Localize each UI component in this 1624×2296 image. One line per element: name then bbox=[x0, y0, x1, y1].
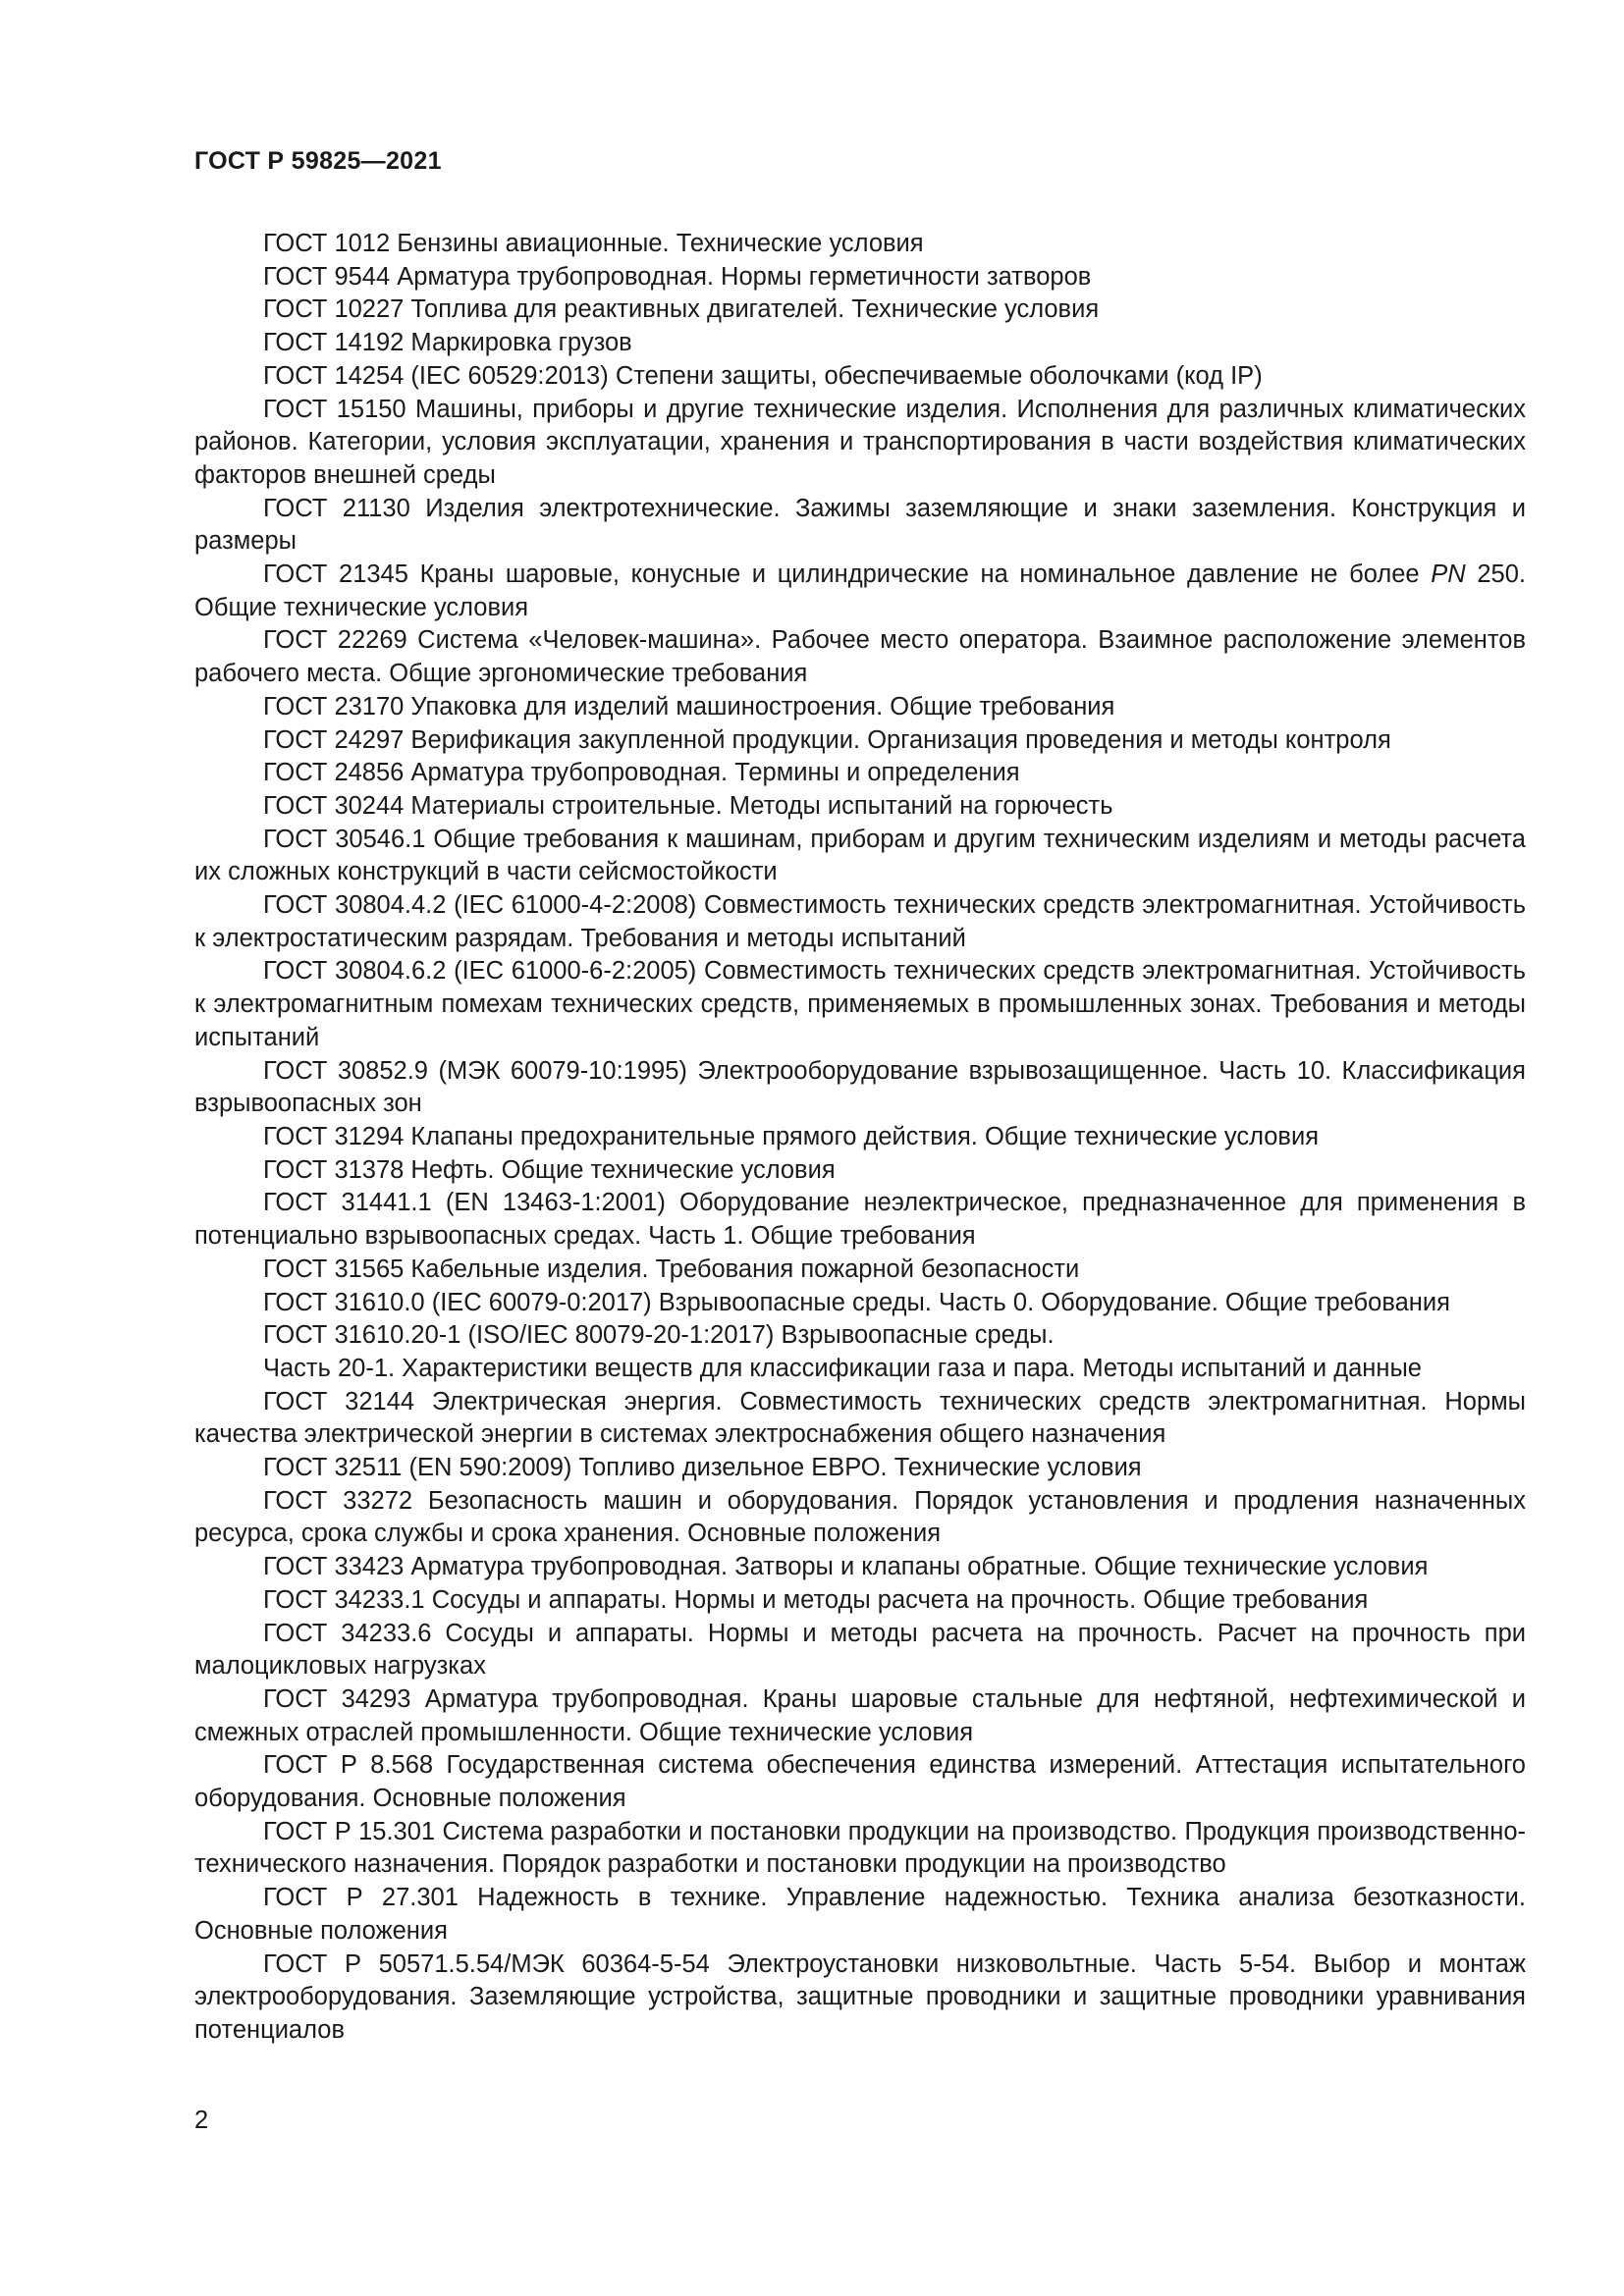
reference-item: ГОСТ 22269 Система «Человек-машина». Рабочее место оператора. Взаимное расположение элементов рабочего места. Общие эргономические требования bbox=[194, 626, 1526, 688]
reference-item: ГОСТ Р 8.568 Государственная система обеспечения единства измерений. Аттестация испытательного оборудования. Основные положения bbox=[194, 1751, 1526, 1813]
reference-text: ГОСТ 21345 Краны шаровые, конусные и цилиндрические на номинальное давление не более bbox=[263, 561, 1420, 589]
reference-item: ГОСТ Р 15.301 Система разработки и постановки продукции на производство. Продукция производственно-технического назначения. Порядок разработки и постановки продукции на производство bbox=[194, 1817, 1526, 1879]
reference-item: ГОСТ 33423 Арматура трубопроводная. Затворы и клапаны обратные. Общие технические условия bbox=[263, 1553, 1429, 1581]
reference-item: ГОСТ 21130 Изделия электротехнические. Зажимы заземляющие и знаки заземления. Конструкция и размеры bbox=[194, 494, 1526, 556]
reference-item: ГОСТ 30244 Материалы строительные. Методы испытаний на горючесть bbox=[263, 791, 1113, 820]
reference-item: ГОСТ 34233.1 Сосуды и аппараты. Нормы и методы расчета на прочность. Общие требования bbox=[263, 1585, 1369, 1614]
reference-item: ГОСТ 9544 Арматура трубопроводная. Нормы герметичности затворов bbox=[263, 262, 1092, 291]
reference-item: ГОСТ 23170 Упаковка для изделий машиностроения. Общие требования bbox=[263, 692, 1115, 721]
reference-item: ГОСТ 31610.20-1 (ISO/IEC 80079-20-1:2017) Взрывоопасные среды. bbox=[263, 1321, 1055, 1350]
reference-item: ГОСТ 31294 Клапаны предохранительные прямого действия. Общие технические условия bbox=[263, 1122, 1320, 1150]
reference-item: ГОСТ 1012 Бензины авиационные. Технические условия bbox=[263, 230, 924, 257]
reference-item: ГОСТ 30804.6.2 (IEC 61000-6-2:2005) Совместимость технических средств электромагнитная. Устойчивость к электромагнитным помехам технических средств, применяемых в промышленных зонах. Требования и методы испытаний bbox=[194, 957, 1526, 1051]
reference-text-tail: 250. Общие технические условия bbox=[194, 561, 1526, 621]
pressure-designation: PN bbox=[1431, 561, 1466, 589]
reference-item: ГОСТ 31610.0 (IEC 60079-0:2017) Взрывоопасные среды. Часть 0. Оборудование. Общие требования bbox=[263, 1288, 1450, 1316]
reference-item: ГОСТ 30852.9 (МЭК 60079-10:1995) Электрооборудование взрывозащищенное. Часть 10. Классификация взрывоопасных зон bbox=[194, 1056, 1526, 1118]
page-number: 2 bbox=[194, 2107, 209, 2134]
reference-item: ГОСТ 14192 Маркировка грузов bbox=[263, 329, 632, 357]
normative-references-list bbox=[194, 228, 1526, 2048]
reference-item: ГОСТ 34233.6 Сосуды и аппараты. Нормы и методы расчета на прочность. Расчет на прочность при малоцикловых нагрузках bbox=[194, 1619, 1526, 1681]
reference-item: ГОСТ 32511 (EN 590:2009) Топливо дизельное ЕВРО. Технические условия bbox=[263, 1454, 1142, 1482]
reference-item: ГОСТ 31378 Нефть. Общие технические условия bbox=[263, 1155, 836, 1184]
reference-item: Часть 20-1. Характеристики веществ для классификации газа и пара. Методы испытаний и данные bbox=[263, 1354, 1422, 1382]
reference-item: ГОСТ 31565 Кабельные изделия. Требования пожарной безопасности bbox=[263, 1255, 1080, 1283]
reference-item: ГОСТ 24297 Верификация закупленной продукции. Организация проведения и методы контроля bbox=[263, 725, 1391, 754]
document-header: ГОСТ Р 59825—2021 bbox=[194, 147, 442, 175]
reference-item: ГОСТ 30546.1 Общие требования к машинам, приборам и другим техническим изделиям и методы расчета их сложных конструкций в части сейсмостойкости bbox=[194, 825, 1526, 886]
reference-item: ГОСТ Р 27.301 Надежность в технике. Управление надежностью. Техника анализа безотказности. Основные положения bbox=[194, 1884, 1526, 1945]
reference-item: ГОСТ 10227 Топлива для реактивных двигателей. Технические условия bbox=[263, 295, 1100, 324]
reference-item: ГОСТ 14254 (IEC 60529:2013) Степени защиты, обеспечиваемые оболочками (код IP) bbox=[263, 361, 1263, 390]
reference-item bbox=[194, 559, 1526, 624]
reference-item: ГОСТ 30804.4.2 (IEC 61000-4-2:2008) Совместимость технических средств электромагнитная. Устойчивость к электростатическим разрядам. Требования и методы испытаний bbox=[194, 891, 1526, 952]
reference-item: ГОСТ 33272 Безопасность машин и оборудования. Порядок установления и продления назначенных ресурса, срока службы и срока хранения. Основные положения bbox=[194, 1486, 1526, 1548]
reference-item: ГОСТ 24856 Арматура трубопроводная. Термины и определения bbox=[263, 759, 1020, 787]
reference-item: ГОСТ 15150 Машины, приборы и другие технические изделия. Исполнения для различных климатических районов. Категории, условия эксплуатации, хранения и транспортирования в части воздействия климатических факторов внешней среды bbox=[194, 395, 1526, 489]
reference-item: ГОСТ 34293 Арматура трубопроводная. Краны шаровые стальные для нефтяной, нефтехимической и смежных отраслей промышленности. Общие технические условия bbox=[194, 1684, 1526, 1746]
reference-item: ГОСТ 31441.1 (EN 13463-1:2001) Оборудование неэлектрическое, предназначенное для применения в потенциально взрывоопасных средах. Часть 1. Общие требования bbox=[194, 1189, 1526, 1251]
reference-item: ГОСТ Р 50571.5.54/МЭК 60364-5-54 Электроустановки низковольтные. Часть 5-54. Выбор и монтаж электрооборудования. Заземляющие устройства, защитные проводники и защитные проводники уравнивания потенциалов bbox=[194, 1949, 1526, 2044]
reference-item: ГОСТ 32144 Электрическая энергия. Совместимость технических средств электромагнитная. Нормы качества электрической энергии в системах электроснабжения общего назначения bbox=[194, 1387, 1526, 1449]
